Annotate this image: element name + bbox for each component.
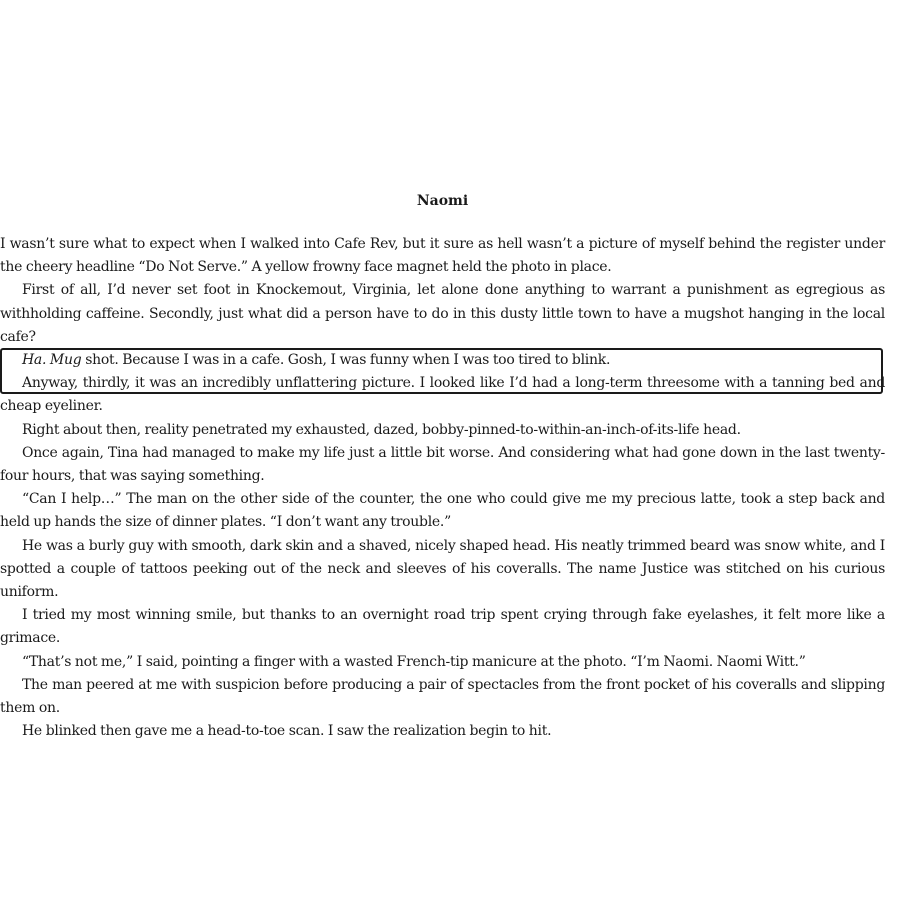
paragraph [0,419,885,442]
paragraph-text: He was a burly guy with smooth, dark skin and a shaved, nicely shaped head. His neatly trimmed beard was snow white, and I spotted a couple of tattoos peeking out of the neck and sleeves of his coveralls. The name Justice was stitched on his curious uniform. [0,537,885,601]
paragraph-text: Once again, Tina had managed to make my life just a little bit worse. And considering what had gone down in the last twenty-four hours, that was saying something. [0,444,885,485]
paragraph [0,233,885,279]
paragraph [0,720,885,743]
paragraph [0,535,885,605]
paragraph [0,372,885,418]
paragraph-text: Right about then, reality penetrated my exhausted, dazed, bobby-pinned-to-within-an-inch-of-its-life head. [22,421,741,438]
paragraph-text: He blinked then gave me a head-to-toe scan. I saw the realization begin to hit. [22,723,552,740]
paragraph-text: “That’s not me,” I said, pointing a finger with a wasted French-tip manicure at the photo. “I’m Naomi. Naomi Witt.” [22,653,806,670]
paragraph [0,674,885,720]
paragraph-text: The man peered at me with suspicion before producing a pair of spectacles from the front pocket of his coveralls and slipping them on. [0,676,885,717]
paragraph-text: Anyway, thirdly, it was an incredibly unflattering picture. I looked like I’d had a long-term threesome with a tanning bed and cheap eyeliner. [0,375,885,415]
paragraph-text: shot. Because I was in a cafe. Gosh, I was funny when I was too tired to blink. [81,352,611,369]
paragraph [0,442,885,488]
paragraph [0,651,885,674]
paragraph-text: “Can I help…” The man on the other side of the counter, the one who could give me my precious latte, took a step back and held up hands the size of dinner plates. “I don’t want any trouble.” [0,491,885,531]
paragraph [0,488,885,534]
chapter-title: Naomi [416,193,469,209]
chapter-body [0,233,885,740]
paragraph-text: I tried my most winning smile, but thanks to an overnight road trip spent crying through fake eyelashes, it felt more like a grimace. [0,607,885,647]
paragraph [0,349,885,372]
paragraph-text: First of all, I’d never set foot in Knockemout, Virginia, let alone done anything to warrant a punishment as egregious as withholding caffeine. Secondly, just what did a person have to do in this dusty little town to have a mugshot hanging in the local cafe? [0,282,885,345]
paragraph [0,279,885,349]
paragraph-text: I wasn’t sure what to expect when I walked into Cafe Rev, but it sure as hell wasn’t a picture of myself behind the register under the cheery headline “Do Not Serve.” A yellow frowny face magnet held the photo in place. [0,236,885,276]
italic-text: Ha. Mug [22,352,82,369]
paragraph [0,604,885,650]
